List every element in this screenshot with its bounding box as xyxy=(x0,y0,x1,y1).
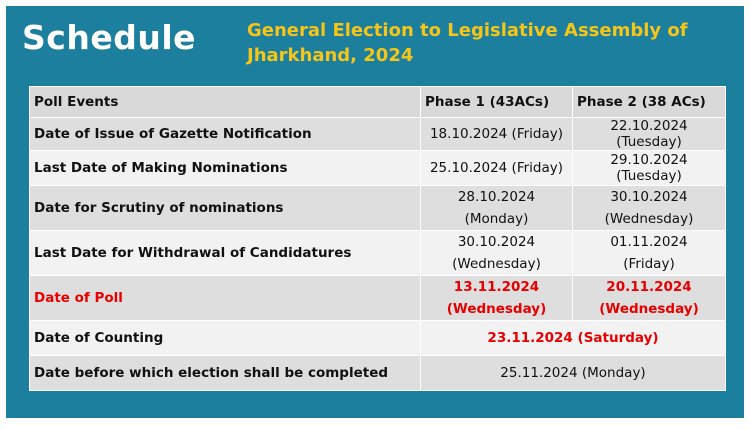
table-row xyxy=(30,321,726,356)
phase-2-date: 29.10.2024 (Tuesday) xyxy=(573,151,726,186)
phase-1-date: 18.10.2024 (Friday) xyxy=(421,118,573,151)
phase-1-date: 28.10.2024 (Monday) xyxy=(421,186,573,231)
page-title: Schedule xyxy=(22,18,197,57)
header-phase-2: Phase 2 (38 ACs) xyxy=(573,87,726,118)
event-label: Date of Counting xyxy=(30,321,421,356)
event-label: Date of Poll xyxy=(30,276,421,321)
event-label: Date of Issue of Gazette Notification xyxy=(30,118,421,151)
phase-2-date: 22.10.2024 (Tuesday) xyxy=(573,118,726,151)
table-row xyxy=(30,151,726,186)
table-row xyxy=(30,231,726,276)
header-poll-events: Poll Events xyxy=(30,87,421,118)
phase-1-date: 25.10.2024 (Friday) xyxy=(421,151,573,186)
event-label: Date for Scrutiny of nominations xyxy=(30,186,421,231)
event-label: Last Date for Withdrawal of Candidatures xyxy=(30,231,421,276)
event-label: Last Date of Making Nominations xyxy=(30,151,421,186)
phase-1-date: 30.10.2024 (Wednesday) xyxy=(421,231,573,276)
page-subtitle: General Election to Legislative Assembly of Jharkhand, 2024 xyxy=(247,20,688,66)
table-row-poll xyxy=(30,276,726,321)
table-header-row xyxy=(30,87,726,118)
counting-date: 23.11.2024 (Saturday) xyxy=(421,321,726,356)
phase-2-date: 01.11.2024 (Friday) xyxy=(573,231,726,276)
completion-date: 25.11.2024 (Monday) xyxy=(421,356,726,391)
event-label: Date before which election shall be completed xyxy=(30,356,421,391)
schedule-table xyxy=(29,86,726,391)
table-row xyxy=(30,356,726,391)
phase-2-date: 20.11.2024 (Wednesday) xyxy=(573,276,726,321)
phase-1-date: 13.11.2024 (Wednesday) xyxy=(421,276,573,321)
phase-2-date: 30.10.2024 (Wednesday) xyxy=(573,186,726,231)
table-row xyxy=(30,118,726,151)
bottom-margin xyxy=(0,418,750,430)
table-row xyxy=(30,186,726,231)
header-phase-1: Phase 1 (43ACs) xyxy=(421,87,573,118)
